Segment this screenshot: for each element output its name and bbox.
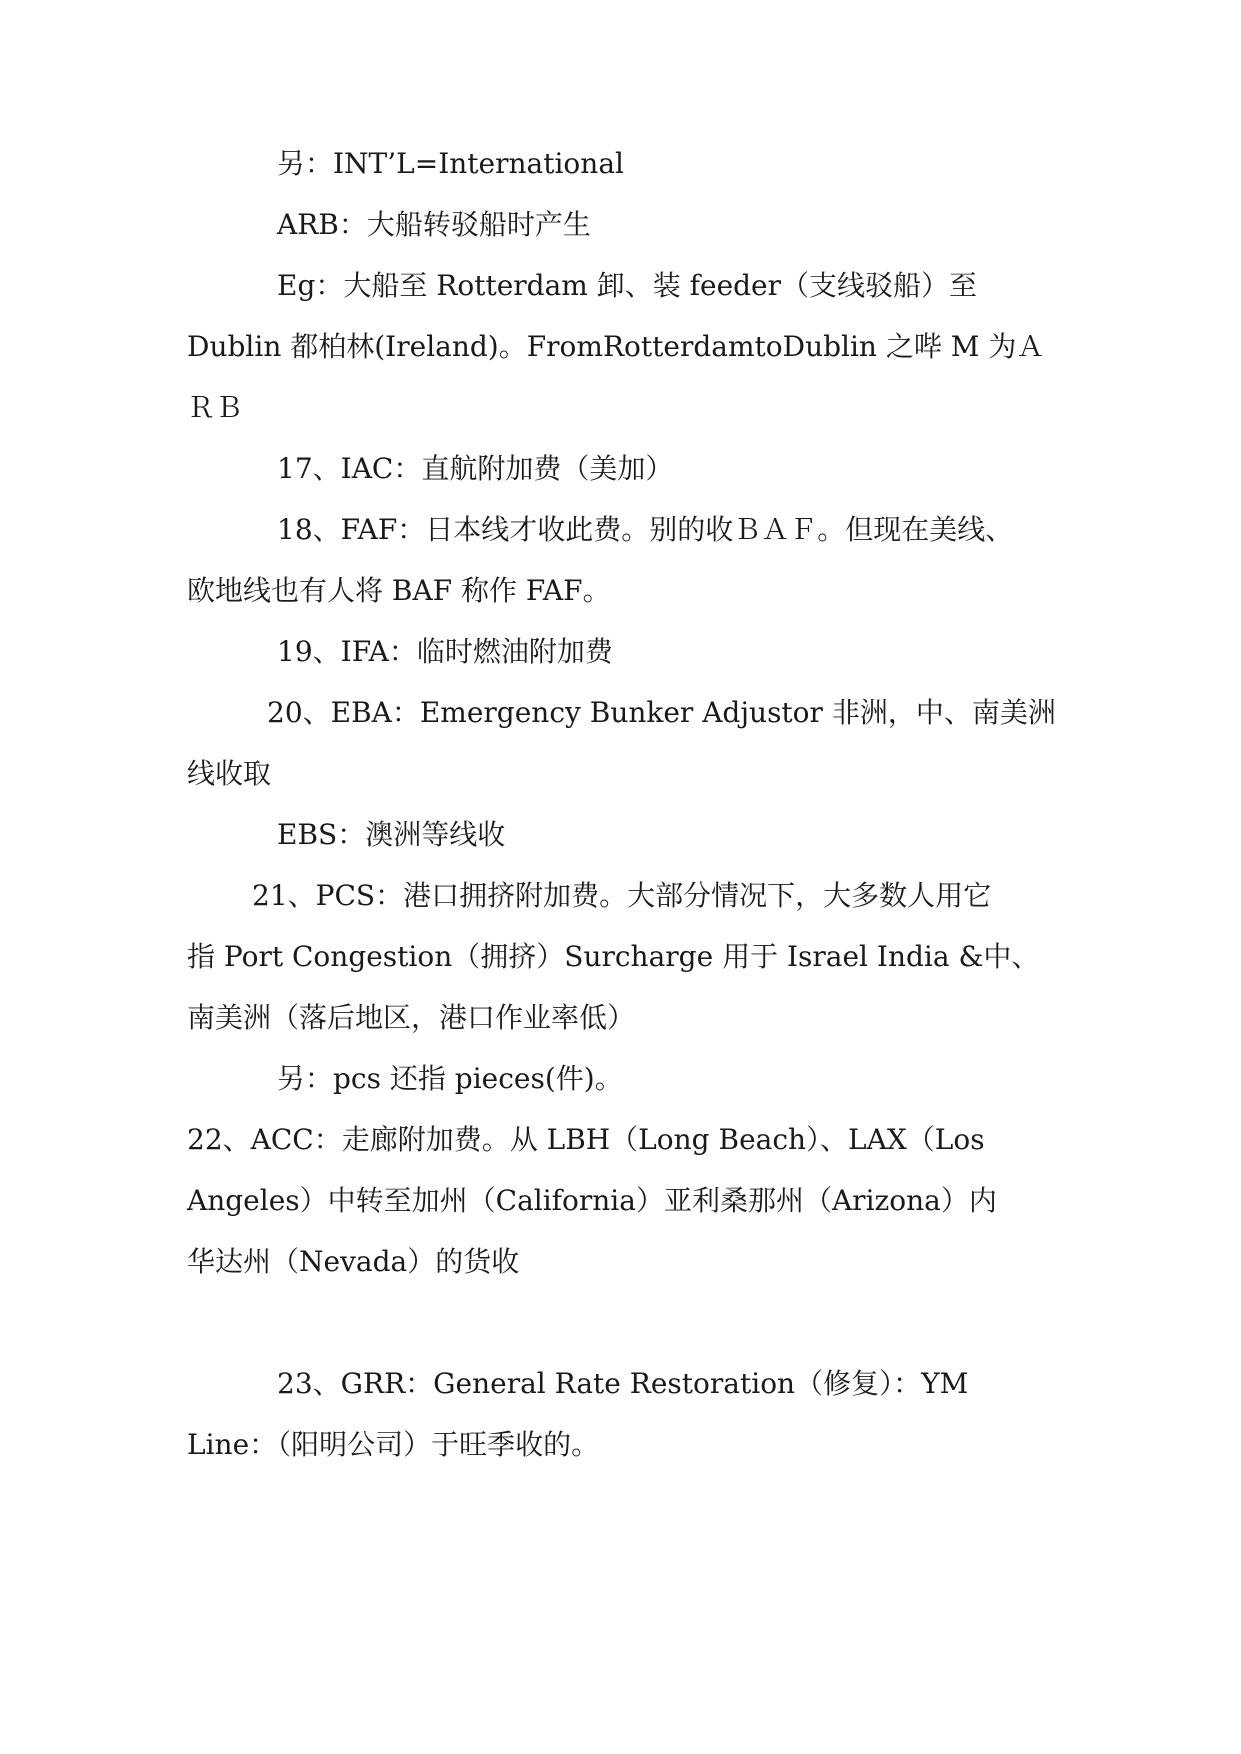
text-line-19: 华达州（Nevada）的货收 — [187, 1245, 520, 1278]
text-line-3: Eg：大船至 Rotterdam 卸、装 feeder（支线驳船）至 — [277, 269, 978, 302]
text-line-15: 南美洲（落后地区，港口作业率低） — [187, 1001, 636, 1034]
text-line-13: 21、PCS：港口拥挤附加费。大部分情况下，大多数人用它 — [252, 879, 992, 912]
text-line-16: 另：pcs 还指 pieces(件)。 — [277, 1062, 623, 1095]
text-line-11: 线收取 — [187, 757, 272, 790]
text-line-12: EBS：澳洲等线收 — [277, 818, 506, 851]
text-line-2: ARB：大船转驳船时产生 — [277, 208, 591, 241]
text-line-10: 20、EBA：Emergency Bunker Adjustor 非洲，中、南美洲 — [267, 696, 1056, 729]
text-line-6: 17、IAC：直航附加费（美加） — [277, 452, 674, 485]
text-line-20: 23、GRR：General Rate Restoration（修复）：YM — [277, 1367, 969, 1400]
text-line-9: 19、IFA：临时燃油附加费 — [277, 635, 613, 668]
text-line-21: Line：（阳明公司）于旺季收的。 — [187, 1428, 600, 1461]
text-line-14: 指 Port Congestion（拥挤）Surcharge 用于 Israel India &中、 — [187, 940, 1040, 973]
text-line-8: 欧地线也有人将 BAF 称作 FAF。 — [187, 574, 611, 607]
text-line-4: Dublin 都柏林(Ireland)。FromRotterdamtoDublin 之哔 M 为Ａ — [187, 330, 1045, 363]
text-line-18: Angeles）中转至加州（California）亚利桑那州（Arizona）内 — [187, 1184, 997, 1217]
text-line-7: 18、FAF：日本线才收此费。别的收ＢＡＦ。但现在美线、 — [277, 513, 1014, 546]
text-line-1: 另：INT’L=International — [277, 147, 624, 180]
text-line-5: ＲＢ — [187, 391, 244, 424]
text-line-17: 22、ACC：走廊附加费。从 LBH（Long Beach）、LAX（Los — [187, 1123, 985, 1156]
